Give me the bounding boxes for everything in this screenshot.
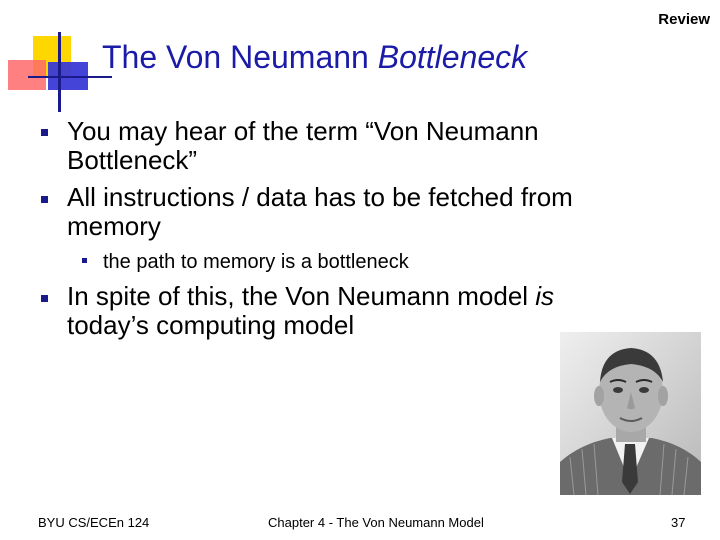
bullet-2-line-1: All instructions / data has to be fetched from — [67, 182, 573, 212]
bullet-2-text — [67, 183, 573, 241]
page-number: 37 — [671, 515, 686, 530]
portrait-photo — [560, 332, 701, 495]
sub-bullet-text: the path to memory is a bottleneck — [103, 251, 409, 273]
bullet-3-text — [67, 282, 554, 340]
logo-horizontal-line — [28, 76, 112, 78]
bullet-square-icon — [41, 196, 48, 203]
title-part2: Bottleneck — [377, 39, 528, 75]
bullet-1-line-2: Bottleneck” — [67, 145, 198, 175]
bullet-square-icon — [41, 129, 48, 136]
logo-vertical-line — [58, 32, 61, 112]
sub-bullet-square-icon — [82, 258, 87, 263]
logo-red-square — [8, 60, 46, 90]
portrait-illustration — [560, 332, 701, 495]
slide-title — [102, 39, 527, 76]
bullet-3-line-2: today’s computing model — [67, 310, 355, 340]
footer-course: BYU CS/ECEn 124 — [38, 515, 150, 530]
footer-chapter: Chapter 4 - The Von Neumann Model — [268, 515, 484, 530]
review-label: Review — [658, 11, 710, 28]
bullet-square-icon — [41, 295, 48, 302]
bullet-3-line-1: In spite of this, the Von Neumann model is — [67, 281, 555, 311]
bullet-1-text — [67, 117, 539, 175]
emphasis-is: is — [535, 281, 555, 311]
bullet-2-line-2: memory — [67, 211, 161, 241]
bullet-1-line-1: You may hear of the term “Von Neumann — [67, 116, 539, 146]
title-part1: The Von Neumann — [102, 39, 378, 75]
